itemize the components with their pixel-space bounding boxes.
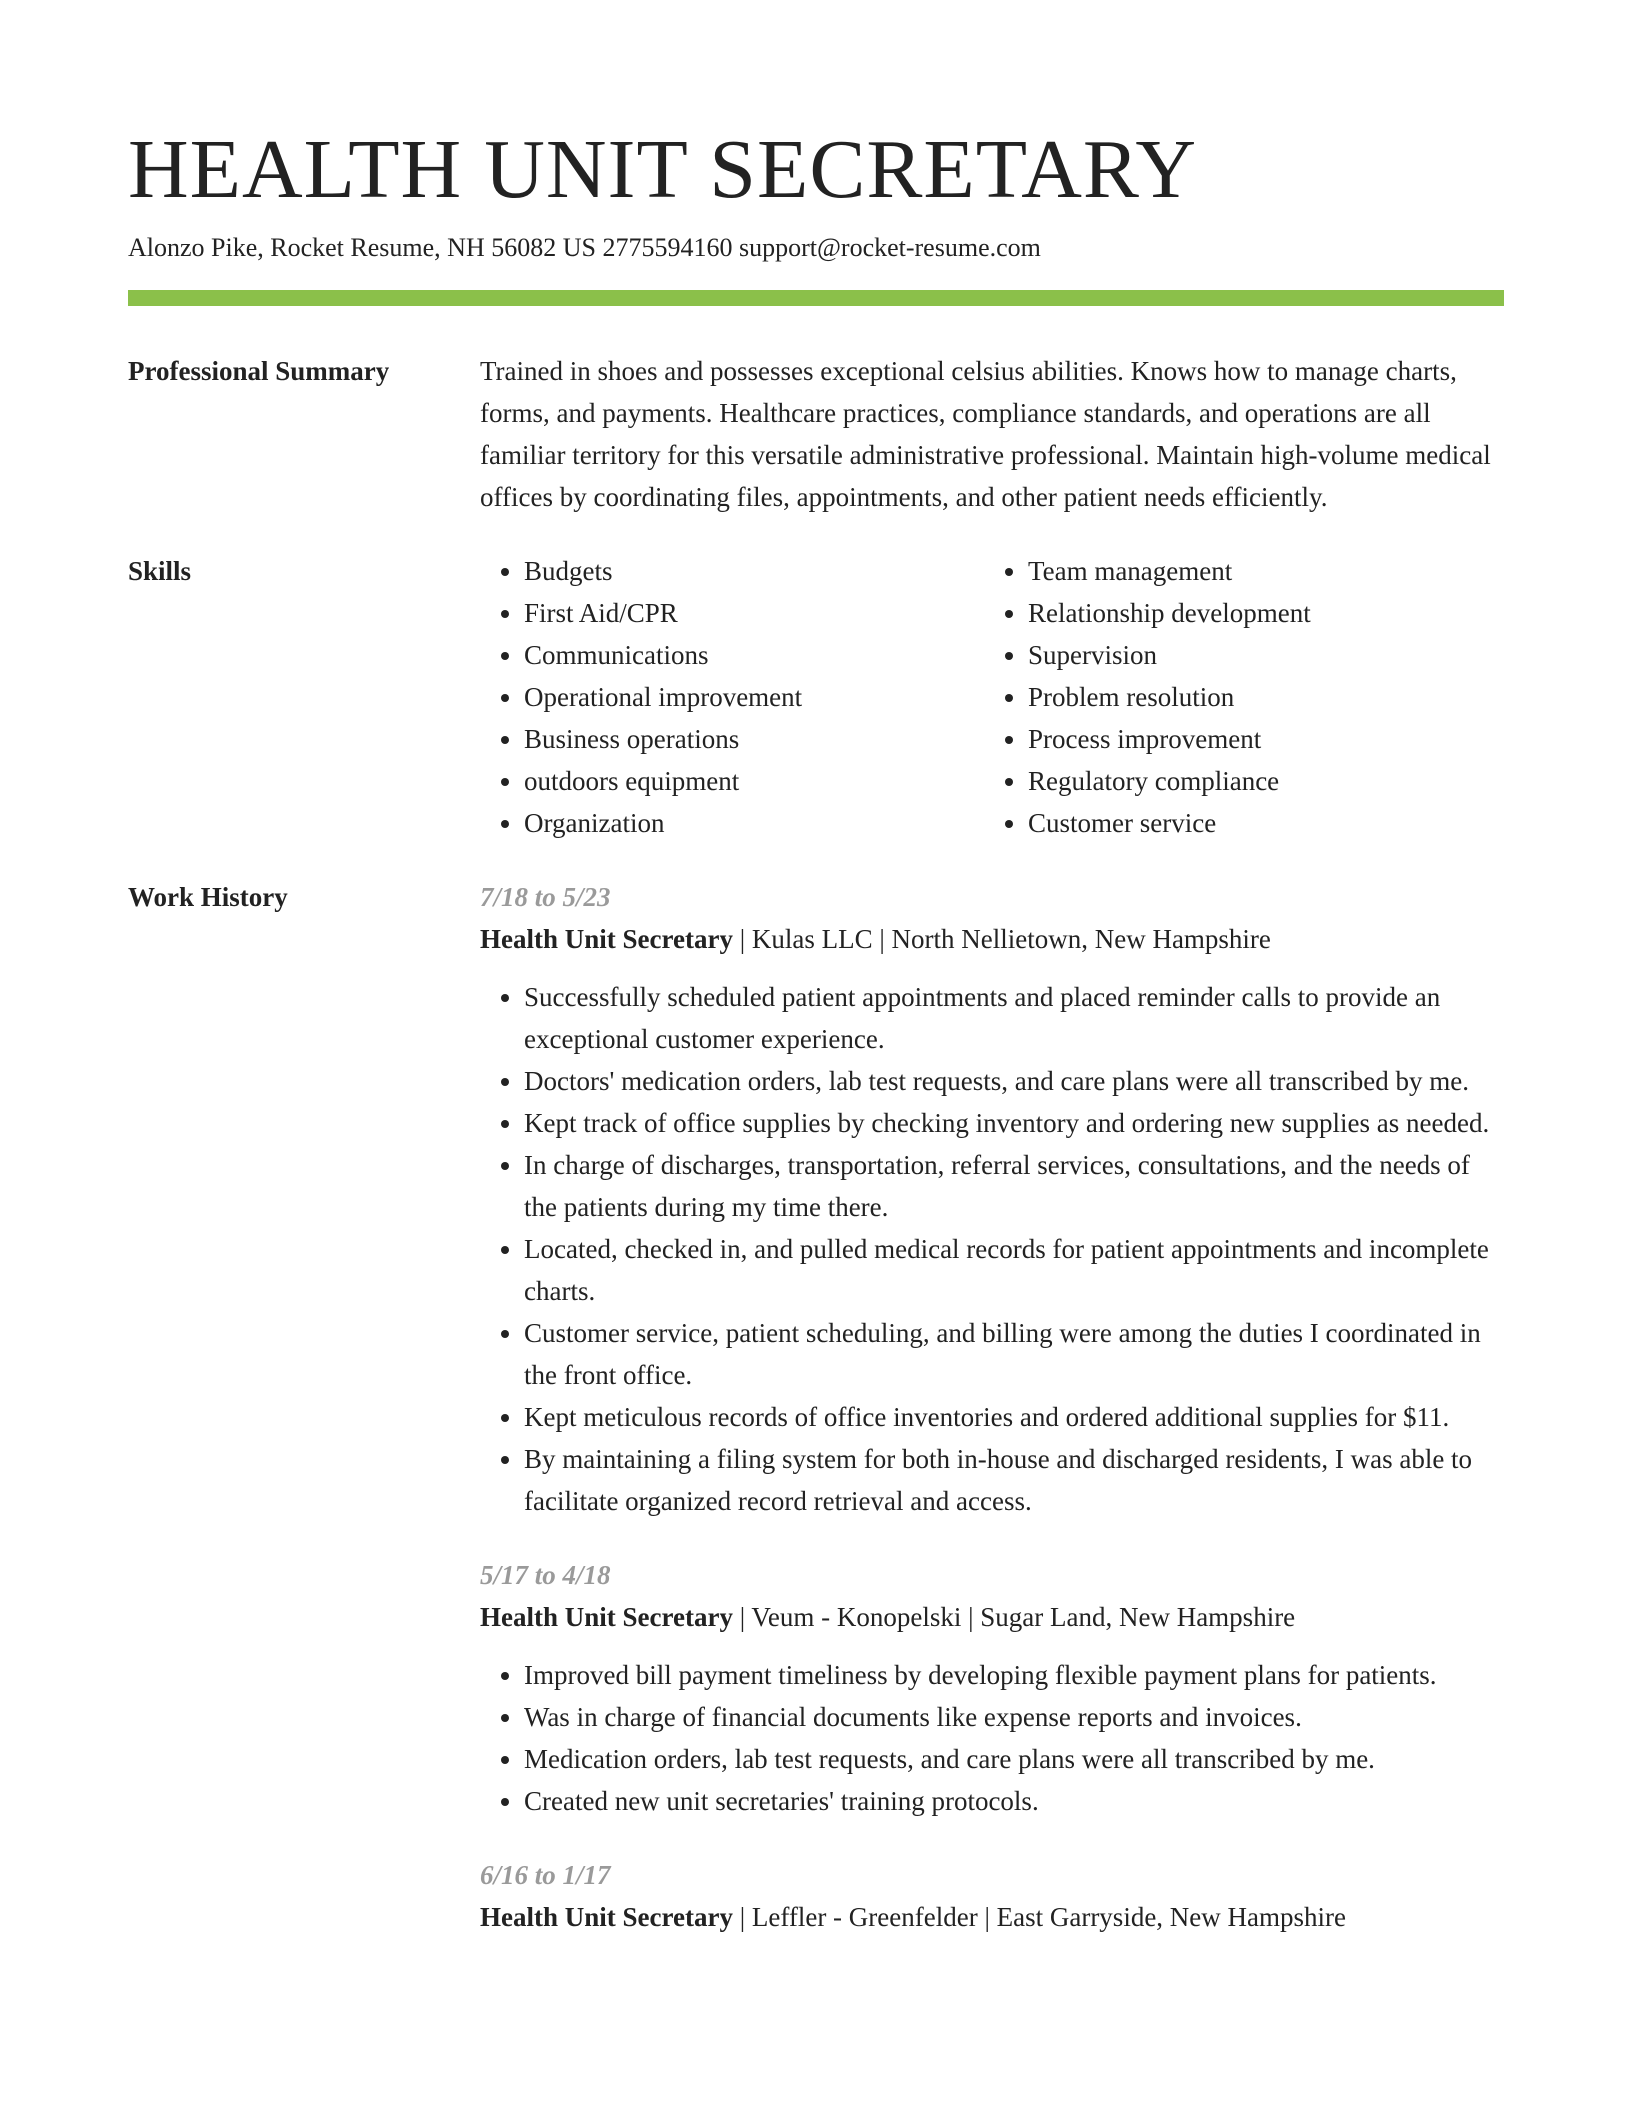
job-bullet: • Located, checked in, and pulled medical records for patient appointments and incomplete charts. — [524, 1228, 1504, 1312]
skills-list-right — [984, 550, 1488, 844]
job-entry — [480, 1554, 1504, 1822]
job-details: | Veum - Konopelski | Sugar Land, New Hampshire — [732, 1602, 1296, 1632]
job-details: | Leffler - Greenfelder | East Garryside, New Hampshire — [732, 1902, 1347, 1932]
job-title: Health Unit Secretary — [480, 1602, 733, 1632]
job-bullet: • Was in charge of financial documents like expense reports and invoices. — [524, 1696, 1504, 1738]
skill-item: • Operational improvement — [524, 676, 984, 718]
job-bullet: • By maintaining a filing system for both in-house and discharged residents, I was able to facilitate organized record retrieval and access. — [524, 1438, 1504, 1522]
job-heading — [480, 1596, 1504, 1638]
skill-item: • Problem resolution — [1028, 676, 1488, 718]
job-bullets — [480, 1654, 1504, 1822]
skill-item: • Organization — [524, 802, 984, 844]
skills-section — [128, 550, 1504, 844]
summary-section — [128, 350, 1504, 518]
skill-item: • First Aid/CPR — [524, 592, 984, 634]
job-bullet: • Improved bill payment timeliness by developing flexible payment plans for patients. — [524, 1654, 1504, 1696]
summary-text: Trained in shoes and possesses exceptional celsius abilities. Knows how to manage charts, forms, and payments. Healthcare practices, compliance standards, and operations are all familiar territory for this versatile administrative professional. Maintain high-volume medical offices by coordinating files, appointments, and other patient needs efficiently. — [480, 356, 1491, 512]
job-details: | Kulas LLC | North Nellietown, New Hampshire — [732, 924, 1271, 954]
accent-divider — [128, 290, 1504, 306]
skills-label: Skills — [128, 556, 192, 586]
job-title: Health Unit Secretary — [480, 1902, 733, 1932]
skill-item: • Communications — [524, 634, 984, 676]
skill-item: • Relationship development — [1028, 592, 1488, 634]
job-heading — [480, 918, 1504, 960]
contact-line: Alonzo Pike, Rocket Resume, NH 56082 US 2775594160 support@rocket-resume.com — [128, 233, 1041, 262]
job-bullet: • In charge of discharges, transportation, referral services, consultations, and the needs of the patients during my time there. — [524, 1144, 1504, 1228]
skills-list-left — [480, 550, 984, 844]
skill-item: • Supervision — [1028, 634, 1488, 676]
job-bullet: • Created new unit secretaries' training protocols. — [524, 1780, 1504, 1822]
job-bullet: • Kept meticulous records of office inventories and ordered additional supplies for $11. — [524, 1396, 1504, 1438]
job-heading — [480, 1896, 1504, 1938]
job-dates: 5/17 to 4/18 — [480, 1560, 611, 1590]
job-bullet: • Doctors' medication orders, lab test requests, and care plans were all transcribed by me. — [524, 1060, 1504, 1102]
job-entry — [480, 876, 1504, 1522]
job-dates: 7/18 to 5/23 — [480, 882, 611, 912]
skill-item: • Team management — [1028, 550, 1488, 592]
job-bullet: • Medication orders, lab test requests, and care plans were all transcribed by me. — [524, 1738, 1504, 1780]
resume-title: HEALTH UNIT SECRETARY — [128, 123, 1197, 216]
job-bullet: • Successfully scheduled patient appointments and placed reminder calls to provide an exceptional customer experience. — [524, 976, 1504, 1060]
job-bullet: • Customer service, patient scheduling, and billing were among the duties I coordinated in the front office. — [524, 1312, 1504, 1396]
job-dates: 6/16 to 1/17 — [480, 1860, 611, 1890]
skill-item: • Regulatory compliance — [1028, 760, 1488, 802]
job-bullets — [480, 976, 1504, 1522]
skill-item: • Customer service — [1028, 802, 1488, 844]
skill-item: • outdoors equipment — [524, 760, 984, 802]
skill-item: • Process improvement — [1028, 718, 1488, 760]
skill-item: • Business operations — [524, 718, 984, 760]
job-bullet: • Kept track of office supplies by checking inventory and ordering new supplies as needed. — [524, 1102, 1504, 1144]
job-title: Health Unit Secretary — [480, 924, 733, 954]
skill-item: • Budgets — [524, 550, 984, 592]
work-history-section — [128, 876, 1504, 1938]
job-entry — [480, 1854, 1504, 1938]
summary-label: Professional Summary — [128, 356, 390, 386]
resume-page — [128, 120, 1504, 1938]
work-history-label: Work History — [128, 882, 288, 912]
